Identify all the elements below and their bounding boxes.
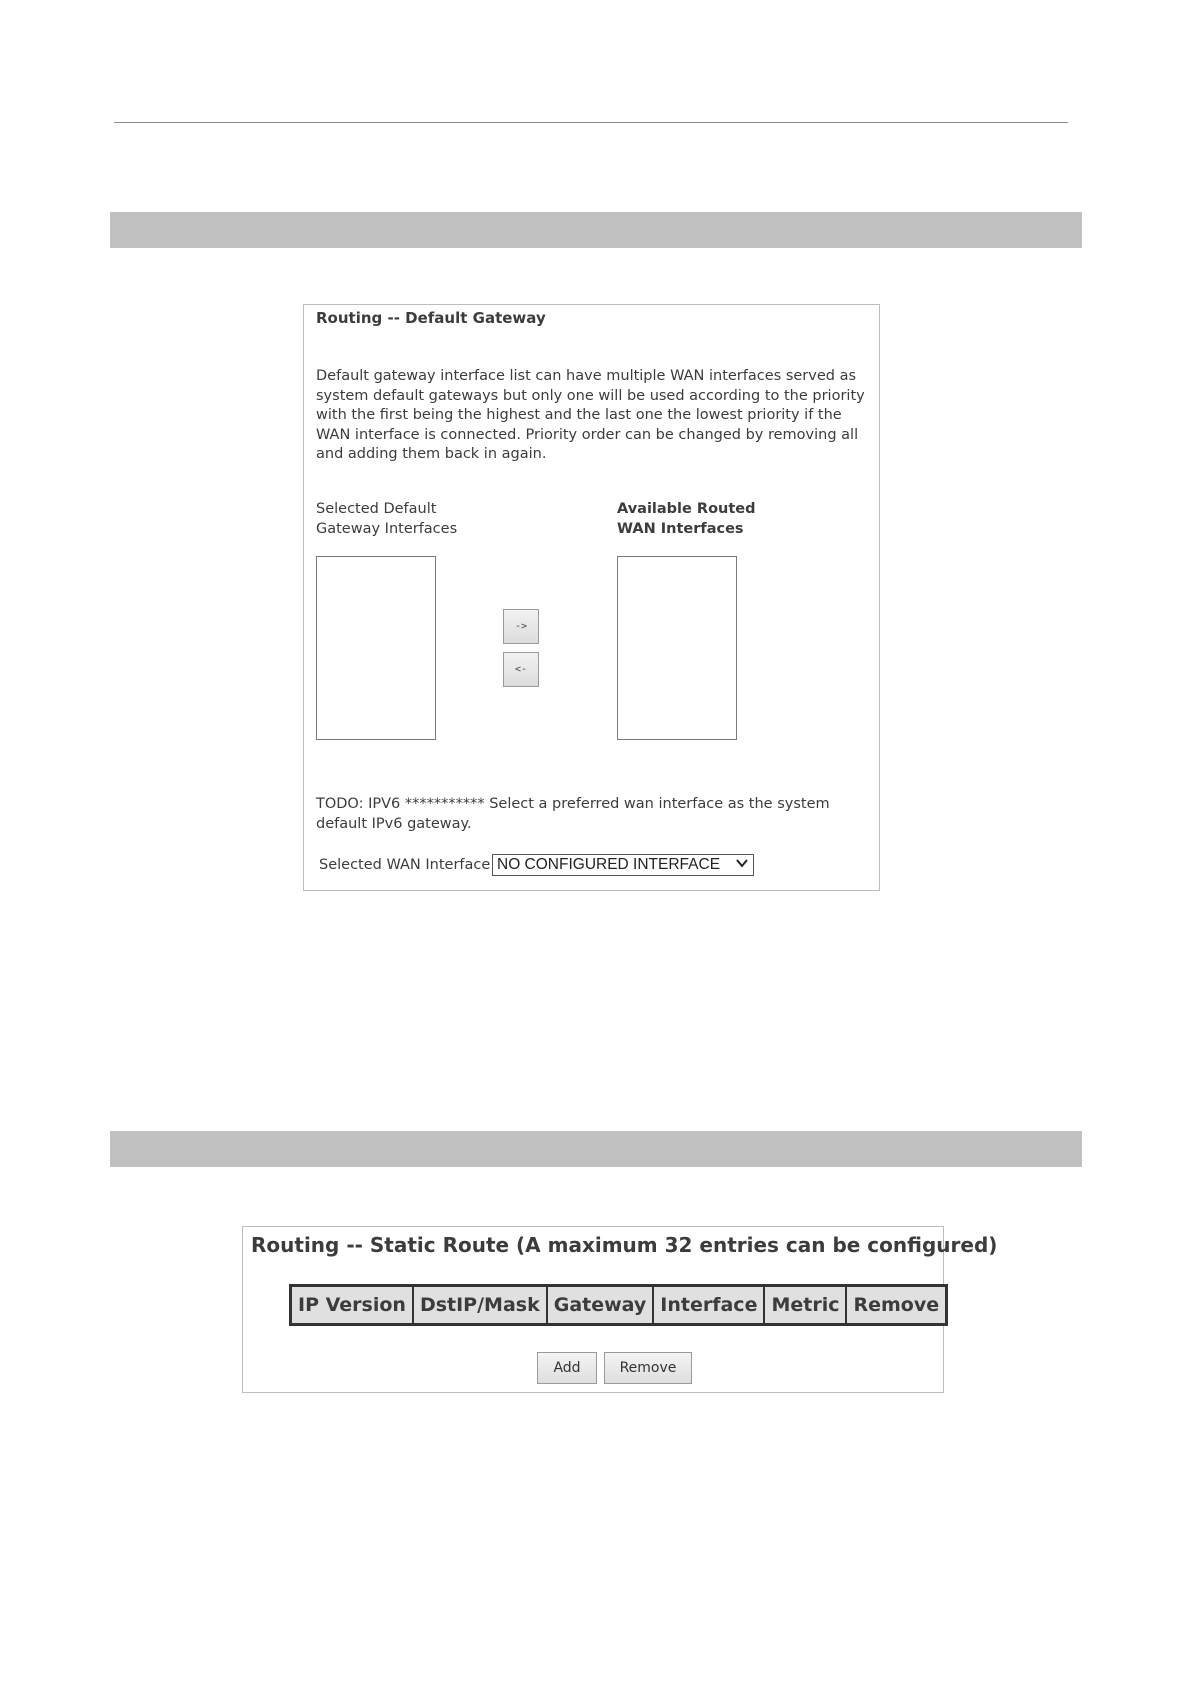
static-route-panel xyxy=(242,1226,998,1393)
wan-interface-select-value: NO CONFIGURED INTERFACE xyxy=(497,856,721,873)
add-route-button[interactable]: Add xyxy=(537,1352,597,1384)
move-to-selected-button[interactable]: <- xyxy=(503,652,539,687)
static-route-title: Routing -- Static Route (A maximum 32 entries can be configured) xyxy=(251,1233,998,1257)
column-header-dstip-mask: DstIP/Mask xyxy=(413,1286,547,1325)
section-header-bar xyxy=(110,1131,1082,1167)
page-divider xyxy=(114,122,1068,123)
chevron-down-icon xyxy=(735,856,749,873)
available-wan-interfaces-list[interactable] xyxy=(617,556,737,740)
table-header-row xyxy=(291,1286,947,1325)
column-header-ip-version: IP Version xyxy=(291,1286,413,1325)
available-wan-interfaces-label: Available Routed WAN Interfaces xyxy=(617,501,756,537)
selected-gateway-interfaces-list[interactable] xyxy=(316,556,436,740)
section-header-bar xyxy=(110,212,1082,248)
selected-wan-interface-label: Selected WAN Interface xyxy=(319,857,491,873)
selected-gateway-interfaces-label: Selected Default Gateway Interfaces xyxy=(316,501,458,537)
remove-route-button[interactable]: Remove xyxy=(604,1352,692,1384)
default-gateway-panel xyxy=(303,304,880,891)
static-route-table xyxy=(289,1284,948,1326)
ipv6-gateway-note: TODO: IPV6 *********** Select a preferred wan interface as the system default IPv6 gateway. xyxy=(316,796,830,832)
column-header-interface: Interface xyxy=(653,1286,764,1325)
default-gateway-description: Default gateway interface list can have multiple WAN interfaces served as system default gateways but only one will be used according to the priority with the first being the highest and the last one the lowest priority if the WAN interface is connected. Priority order can be changed by removing all and adding them back in again. xyxy=(316,368,865,462)
column-header-gateway: Gateway xyxy=(547,1286,654,1325)
column-header-remove: Remove xyxy=(846,1286,946,1325)
wan-interface-select[interactable] xyxy=(492,854,754,876)
default-gateway-title: Routing -- Default Gateway xyxy=(316,309,546,327)
column-header-metric: Metric xyxy=(764,1286,846,1325)
move-to-available-button[interactable]: -> xyxy=(503,609,539,644)
